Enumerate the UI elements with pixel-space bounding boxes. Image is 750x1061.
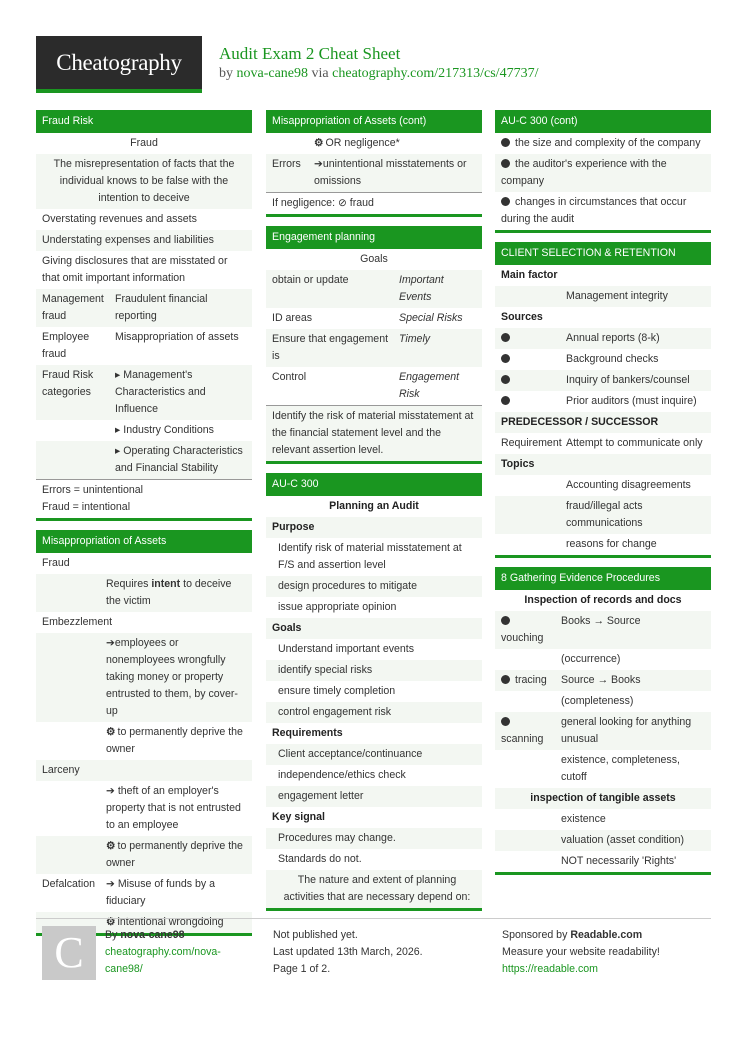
list-item: Fraud — [42, 557, 70, 569]
auc300-cont-box — [495, 110, 711, 233]
triangle-icon: ▸ — [115, 445, 124, 457]
section-title: Fraud Risk — [36, 110, 252, 133]
bullet-icon — [501, 396, 510, 405]
row-key: Ensure that engagement is — [272, 333, 389, 362]
table-row — [36, 722, 252, 760]
table-row — [36, 574, 252, 612]
row-value: existence, completeness, cutoff — [561, 754, 680, 783]
author-avatar: C — [42, 926, 96, 980]
table-row — [495, 475, 711, 496]
row-value: Annual reports (8-k) — [566, 332, 660, 344]
row-key: Control — [272, 371, 307, 383]
publish-status: Not published yet. — [273, 929, 358, 941]
list-item: If negligence: ⊘ fraud — [266, 192, 482, 214]
list-item: Overstating revenues and assets — [42, 213, 197, 225]
row-value: Management integrity — [566, 290, 668, 302]
fraud-text: Fraud = intentional — [42, 501, 131, 513]
table-row — [495, 611, 711, 649]
list-item: The nature and extent of planning activities that are necessary depend on: — [266, 870, 482, 908]
sponsor-link[interactable]: https://readable.com — [502, 963, 598, 975]
footer-status — [273, 927, 423, 978]
row-value: ▸ Management's Characteristics and Influence — [115, 369, 206, 415]
page-title: Audit Exam 2 Cheat Sheet — [219, 44, 401, 63]
list-item: Procedures may change. — [266, 828, 482, 849]
list-item: the auditor's experience with the company — [495, 154, 711, 192]
row-value: Fraudulent financial reporting — [115, 293, 208, 322]
list-item: Identify risk of material misstatement at F/S and assertion level — [278, 542, 462, 571]
row-value: Source → Books — [561, 674, 641, 686]
section-body — [266, 496, 482, 908]
section-title: AU-C 300 — [266, 473, 482, 496]
section-title: Misappropriation of Assets — [36, 530, 252, 553]
row-value: Engagement Risk — [399, 371, 460, 400]
bullet-icon — [501, 197, 510, 206]
engagement-planning-box — [266, 226, 482, 464]
row-value: Attempt to communicate only — [566, 437, 703, 449]
table-row — [36, 633, 252, 722]
table-row — [495, 670, 711, 691]
table-row — [495, 286, 711, 307]
list-item: independence/ethics check — [278, 769, 406, 781]
column-1 — [36, 110, 252, 945]
row-key: scanning — [501, 714, 561, 748]
list-item: identify special risks — [266, 660, 482, 681]
list-item: Embezzlement — [42, 616, 113, 628]
footer-author-link[interactable]: cheatography.com/nova- — [105, 946, 221, 958]
column-3 — [495, 110, 711, 884]
misappropriation-cont-box — [266, 110, 482, 217]
table-row — [495, 851, 711, 872]
table-row — [495, 370, 711, 391]
section-body — [36, 553, 252, 933]
list-item: Main factor — [501, 269, 558, 281]
triangle-icon: ▸ — [115, 424, 124, 436]
fraud-risk-box — [36, 110, 252, 521]
cheatography-logo[interactable]: Cheatography — [36, 36, 202, 93]
row-key: ID areas — [272, 312, 313, 324]
row-value: reasons for change — [566, 538, 657, 550]
row-value: existence — [561, 813, 606, 825]
list-item: ensure timely completion — [278, 685, 396, 697]
table-row — [266, 367, 482, 405]
table-row — [36, 365, 252, 420]
row-value: ⚙ OR negligence* — [314, 137, 400, 149]
misappropriation-box — [36, 530, 252, 936]
list-item: Giving disclosures that are misstated or that omit important information — [42, 255, 228, 284]
list-item — [36, 479, 252, 518]
list-item: Understand important events — [278, 643, 415, 655]
list-item: Goals — [360, 253, 388, 265]
row-value: ➔employees or nonemployees wrongfully taking money or property entrusted to them, by cover-up — [106, 637, 238, 717]
bullet-icon — [501, 675, 510, 684]
section-body — [495, 590, 711, 872]
section-title: CLIENT SELECTION & RETENTION — [495, 242, 711, 265]
row-key: vouching — [501, 613, 561, 647]
section-body — [266, 249, 482, 461]
section-body — [495, 265, 711, 555]
list-item: Inspection of records and docs — [524, 594, 682, 606]
row-value: Inquiry of bankers/counsel — [566, 374, 690, 386]
list-item: The misrepresentation of facts that the individual knows to be false with the intention to deceive — [36, 154, 252, 209]
section-body — [266, 133, 482, 214]
bullet-icon — [501, 159, 510, 168]
row-key: Defalcation — [42, 878, 95, 890]
table-row — [36, 874, 252, 912]
row-value: valuation (asset condition) — [561, 834, 685, 846]
row-key: Employee fraud — [42, 331, 90, 360]
row-value: ⚙ intentional wrongdoing — [106, 916, 224, 928]
row-value: (completeness) — [561, 695, 634, 707]
gears-icon: ⚙ — [314, 137, 324, 149]
row-value: ➔ Misuse of funds by a fiduciary — [106, 878, 215, 907]
row-value: Timely — [399, 333, 431, 345]
triangle-icon: ▸ — [115, 369, 124, 381]
table-row — [266, 308, 482, 329]
arrow-icon: ➔ — [314, 158, 323, 170]
table-row — [495, 496, 711, 534]
row-value: ⚙ to permanently deprive the owner — [106, 840, 243, 869]
author-link[interactable]: nova-cane98 — [236, 66, 309, 81]
table-row — [495, 750, 711, 788]
list-item: design procedures to mitigate — [266, 576, 482, 597]
table-row — [36, 420, 252, 441]
row-key: Management fraud — [42, 293, 104, 322]
row-value: Books → Source — [561, 615, 641, 627]
row-value: general looking for anything unusual — [561, 716, 692, 745]
sheet-url-link[interactable]: cheatography.com/217313/cs/47737/ — [332, 66, 539, 81]
row-value: Accounting disagreements — [566, 479, 691, 491]
list-item: Key signal — [272, 811, 325, 823]
arrow-icon: ➔ — [106, 637, 115, 649]
list-item: Larceny — [36, 760, 252, 781]
footer-by: By nova-cane98 — [105, 929, 185, 941]
section-title: Engagement planning — [266, 226, 482, 249]
row-value: Misappropriation of assets — [115, 331, 239, 343]
table-row — [495, 534, 711, 555]
column-2 — [266, 110, 482, 920]
table-row — [36, 327, 252, 365]
table-row — [495, 712, 711, 750]
footer-author-name[interactable]: nova-cane98 — [120, 929, 185, 941]
sponsor-line: Sponsored by Readable.com — [502, 929, 643, 941]
bullet-icon — [501, 354, 510, 363]
table-row — [36, 289, 252, 327]
table-row — [495, 349, 711, 370]
gears-icon: ⚙ — [106, 916, 116, 928]
list-item: Standards do not. — [278, 853, 362, 865]
footer-sponsor — [502, 927, 660, 978]
page-number: Page 1 of 2. — [273, 963, 331, 975]
table-row — [266, 133, 482, 154]
row-value: Important Events — [399, 274, 444, 303]
row-key: Requirement — [501, 437, 562, 449]
list-item: Planning an Audit — [329, 500, 419, 512]
table-row — [36, 441, 252, 479]
table-row — [495, 809, 711, 830]
list-item: inspection of tangible assets — [495, 788, 711, 809]
table-row — [266, 270, 482, 308]
footer-divider — [36, 918, 711, 919]
footer-author — [105, 927, 221, 978]
list-item: changes in circumstances that occur during the audit — [501, 196, 687, 225]
table-row — [495, 328, 711, 349]
table-row — [495, 691, 711, 712]
bullet-icon — [501, 375, 510, 384]
row-value: ▸ Operating Characteristics and Financial Stability — [115, 445, 243, 474]
section-title: 8 Gathering Evidence Procedures — [495, 567, 711, 590]
row-key: Errors — [272, 158, 301, 170]
bullet-icon — [501, 333, 510, 342]
section-body — [36, 133, 252, 518]
bullet-icon — [501, 138, 510, 147]
table-row — [36, 781, 252, 836]
row-value: ➔ theft of an employer's property that is not entrusted to an employee — [106, 785, 241, 831]
list-item: Purpose — [266, 517, 482, 538]
arrow-icon: ➔ — [106, 785, 115, 797]
row-value: Prior auditors (must inquire) — [566, 395, 697, 407]
list-item: Client acceptance/continuance — [266, 744, 482, 765]
row-value: ⚙ to permanently deprive the owner — [106, 726, 243, 755]
section-title: Misappropriation of Assets (cont) — [266, 110, 482, 133]
table-row — [36, 836, 252, 874]
errors-text: Errors = unintentional — [42, 484, 143, 496]
list-item: control engagement risk — [266, 702, 482, 723]
list-item: the size and complexity of the company — [495, 133, 711, 154]
section-title: AU-C 300 (cont) — [495, 110, 711, 133]
footer-author-link-cont[interactable]: cane98/ — [105, 963, 143, 975]
table-row — [495, 433, 711, 454]
via-text: via — [308, 66, 333, 81]
table-row — [266, 329, 482, 367]
list-item: Sources — [501, 311, 543, 323]
gears-icon: ⚙ — [106, 726, 116, 738]
row-key: tracing — [501, 672, 561, 689]
table-row — [495, 391, 711, 412]
list-item: Identify the risk of material misstatement at the financial statement level and the relevant assertion level. — [266, 405, 482, 461]
gears-icon: ⚙ — [106, 840, 116, 852]
sponsor-name[interactable]: Readable.com — [570, 929, 643, 941]
row-value: (occurrence) — [561, 653, 621, 665]
sponsor-tagline: Measure your website readability! — [502, 946, 660, 958]
list-item: Goals — [266, 618, 482, 639]
table-row — [495, 830, 711, 851]
row-value: fraud/illegal acts communications — [566, 500, 643, 529]
list-item: Requirements — [272, 727, 343, 739]
row-key: Fraud Risk categories — [42, 369, 94, 398]
row-value: ➔unintentional misstatements or omissions — [314, 158, 467, 187]
list-item: Understating expenses and liabilities — [36, 230, 252, 251]
client-selection-box — [495, 242, 711, 558]
list-item: engagement letter — [266, 786, 482, 807]
auc300-box — [266, 473, 482, 911]
list-item: issue appropriate opinion — [278, 601, 397, 613]
row-value: NOT necessarily 'Rights' — [561, 855, 677, 867]
byline — [219, 66, 538, 82]
evidence-procedures-box — [495, 567, 711, 875]
row-value: Special Risks — [399, 312, 463, 324]
last-updated: Last updated 13th March, 2026. — [273, 946, 423, 958]
row-value: Requires intent to deceive the victim — [106, 578, 232, 607]
row-value: ▸ Industry Conditions — [115, 424, 214, 436]
table-row — [266, 154, 482, 192]
arrow-icon: ➔ — [106, 878, 115, 890]
table-row — [495, 649, 711, 670]
bullet-icon — [501, 616, 510, 625]
list-item: Topics — [495, 454, 711, 475]
by-text: by — [219, 66, 237, 81]
row-key: obtain or update — [272, 274, 349, 286]
row-value: Background checks — [566, 353, 659, 365]
section-body — [495, 133, 711, 230]
list-item: PREDECESSOR / SUCCESSOR — [495, 412, 711, 433]
list-item: Fraud — [130, 137, 158, 149]
bullet-icon — [501, 717, 510, 726]
